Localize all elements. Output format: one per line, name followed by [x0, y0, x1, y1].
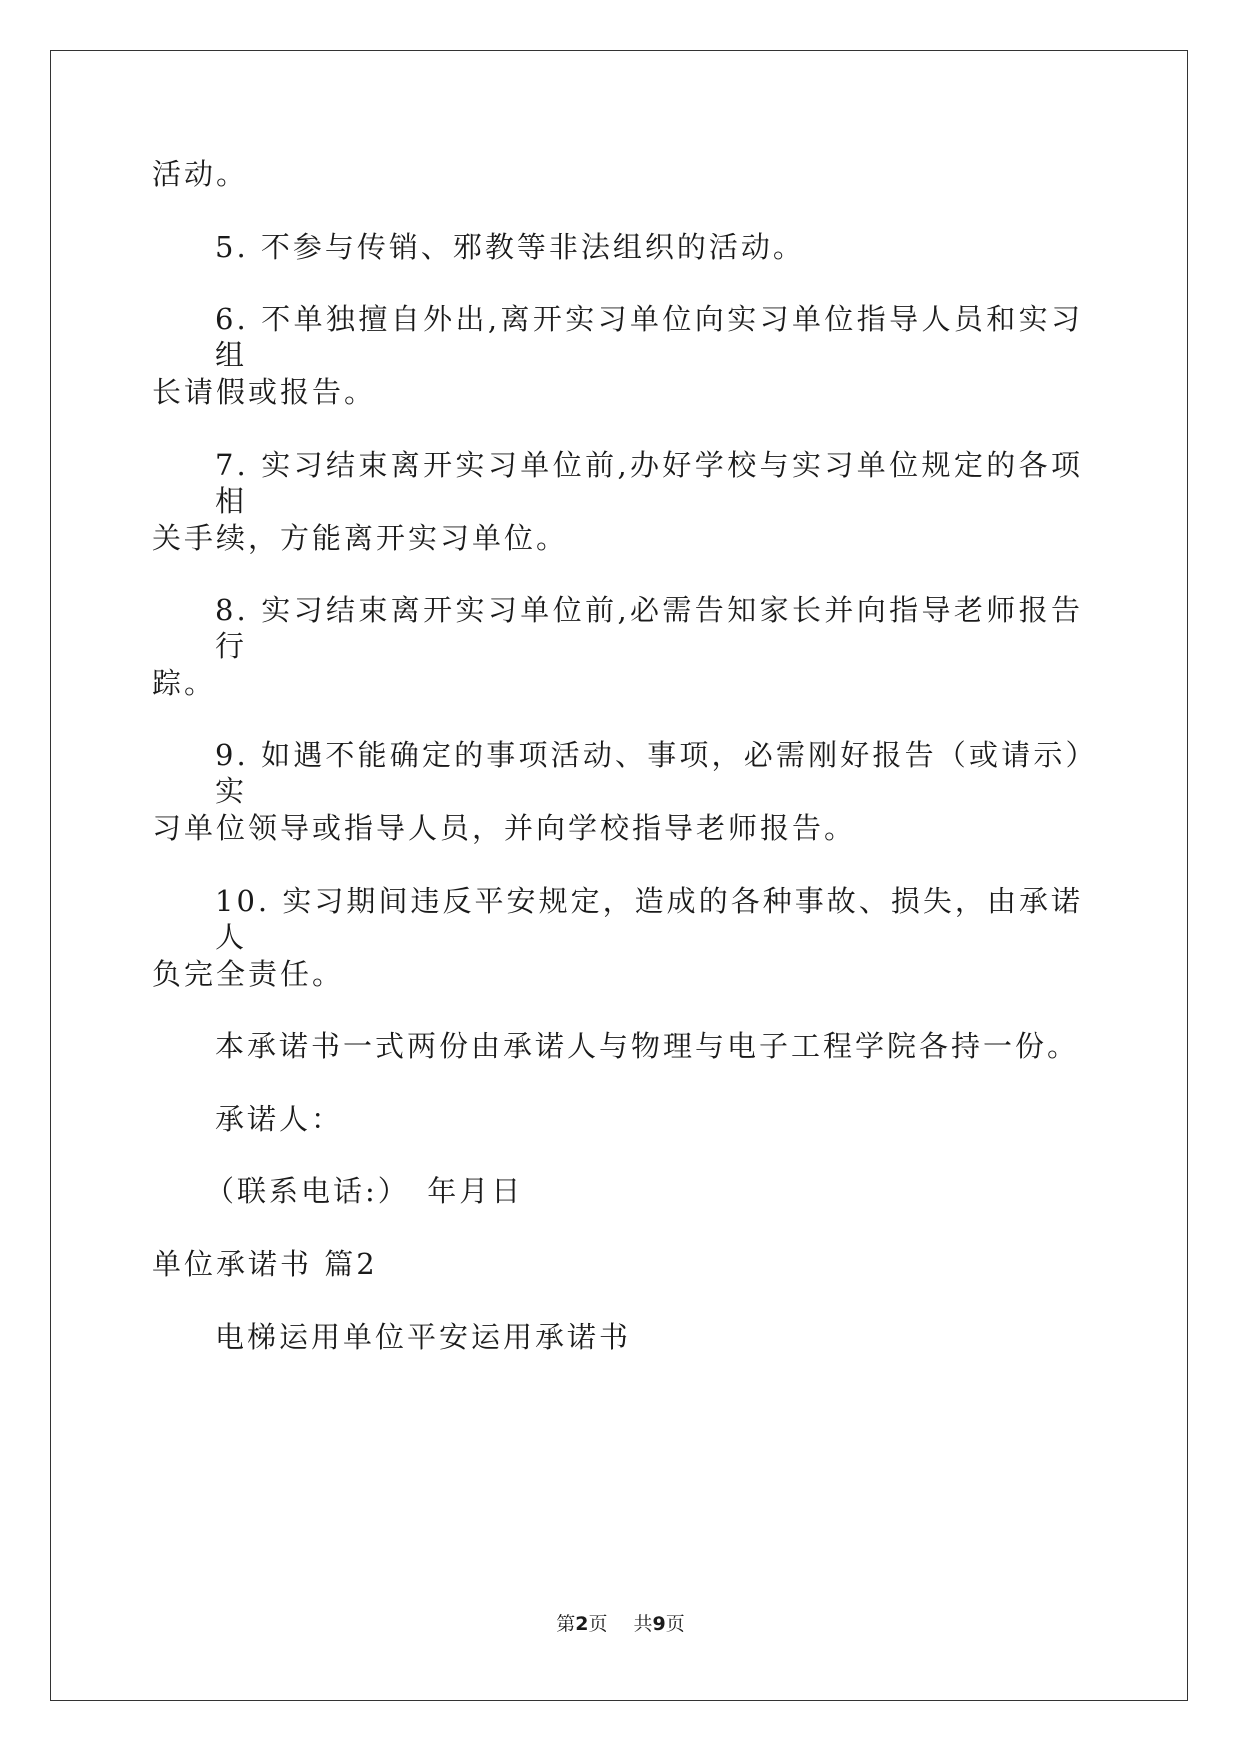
item-9-line-2: 习单位领导或指导人员，并向学校指导老师报告。 [152, 811, 857, 845]
footer-prefix: 第 [556, 1613, 576, 1635]
item-10-line-2: 负完全责任。 [152, 957, 345, 991]
section-title: 电梯运用单位平安运用承诺书 [215, 1320, 632, 1354]
footer-total-prefix: 共 [633, 1613, 653, 1635]
page-footer [0, 1612, 1241, 1636]
body-line-1: 活动。 [152, 157, 249, 191]
item-7-line-1: 7. 实习结束离开实习单位前,办好学校与实习单位规定的各项相 [215, 448, 1083, 518]
copies-statement: 本承诺书一式两份由承诺人与物理与电子工程学院各持一份。 [215, 1029, 1080, 1063]
item-6-line-1: 6. 不单独擅自外出,离开实习单位向实习单位指导人员和实习组 [215, 302, 1083, 372]
item-7-line-2: 关手续，方能离开实习单位。 [152, 521, 569, 555]
total-pages-number: 9 [652, 1613, 666, 1635]
item-10-line-1: 10. 实习期间违反平安规定，造成的各种事故、损失，由承诺人 [215, 884, 1083, 954]
page-border [50, 50, 1188, 1701]
item-6-line-2: 长请假或报告。 [152, 375, 377, 409]
item-8-line-2: 踪。 [152, 666, 217, 700]
item-5: 5. 不参与传销、邪教等非法组织的活动。 [215, 230, 805, 264]
contact-date-line: （联系电话:） 年月日 [205, 1174, 524, 1208]
footer-total-suffix: 页 [665, 1613, 685, 1635]
promisor-label: 承诺人： [215, 1102, 344, 1136]
item-8-line-1: 8. 实习结束离开实习单位前,必需告知家长并向指导老师报告行 [215, 593, 1083, 663]
item-9-line-1: 9. 如遇不能确定的事项活动、事项，必需刚好报告（或请示）实 [215, 738, 1083, 808]
section-heading: 单位承诺书 篇2 [152, 1247, 378, 1281]
footer-page-suffix: 页 [588, 1613, 608, 1635]
current-page-number: 2 [575, 1613, 589, 1635]
